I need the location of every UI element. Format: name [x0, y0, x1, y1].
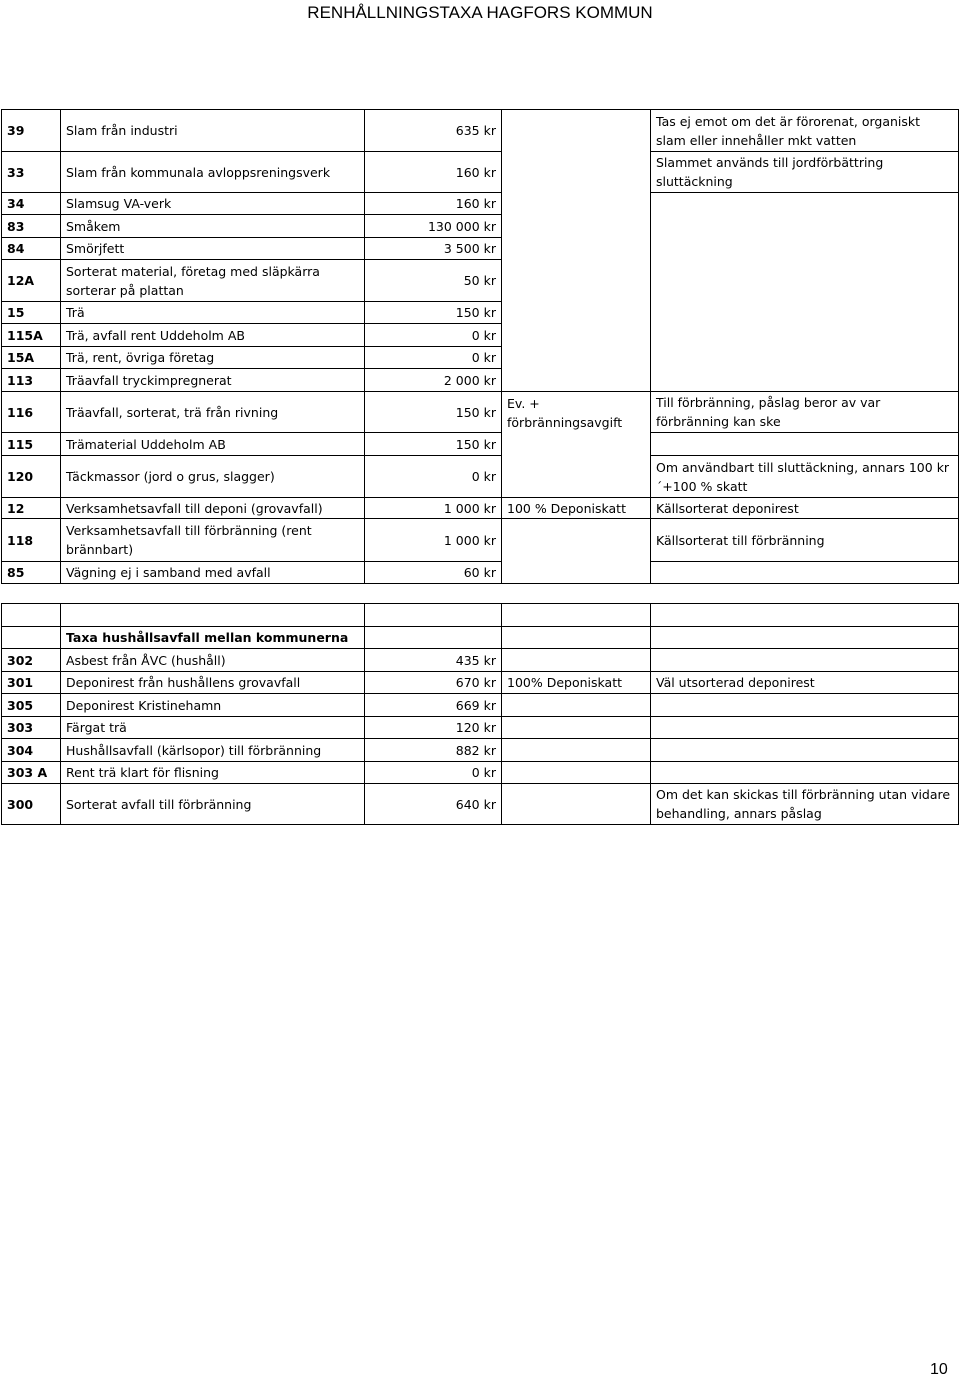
empty-cell	[502, 604, 651, 627]
row-description: Verksamhetsavfall till förbränning (rent brännbart)	[61, 519, 365, 562]
row-price: 670 kr	[365, 672, 502, 694]
row-code: 34	[2, 193, 61, 215]
row-fee	[502, 519, 651, 584]
row-note	[651, 433, 959, 456]
row-note: Om det kan skickas till förbränning utan vidare behandling, annars påslag	[651, 784, 959, 825]
row-description: Vägning ej i samband med avfall	[61, 562, 365, 584]
row-code: 113	[2, 369, 61, 392]
table-row	[2, 433, 959, 456]
row-price: 635 kr	[365, 110, 502, 152]
row-description: Slamsug VA-verk	[61, 193, 365, 215]
row-note	[651, 739, 959, 762]
row-price: 1 000 kr	[365, 498, 502, 519]
row-fee	[502, 694, 651, 717]
row-description: Verksamhetsavfall till deponi (grovavfall)	[61, 498, 365, 519]
row-price: 435 kr	[365, 649, 502, 672]
row-price: 160 kr	[365, 193, 502, 215]
row-fee	[502, 649, 651, 672]
row-description: Deponirest Kristinehamn	[61, 694, 365, 717]
row-price: 882 kr	[365, 739, 502, 762]
row-description: Trämaterial Uddeholm AB	[61, 433, 365, 456]
page-header: RENHÅLLNINGSTAXA HAGFORS KOMMUN	[307, 3, 653, 22]
row-price: 150 kr	[365, 302, 502, 324]
row-description: Hushållsavfall (kärlsopor) till förbränning	[61, 739, 365, 762]
row-price: 0 kr	[365, 762, 502, 784]
table-row	[2, 694, 959, 717]
row-description: Rent trä klart för flisning	[61, 762, 365, 784]
row-note: Källsorterat till förbränning	[651, 519, 959, 562]
row-description: Deponirest från hushållens grovavfall	[61, 672, 365, 694]
row-description: Sorterat material, företag med släpkärra sorterar på plattan	[61, 260, 365, 302]
row-code: 115A	[2, 324, 61, 347]
row-price: 0 kr	[365, 347, 502, 369]
row-description: Trä	[61, 302, 365, 324]
empty-cell	[365, 627, 502, 649]
table-row	[2, 110, 959, 152]
row-code: 15A	[2, 347, 61, 369]
row-note	[651, 562, 959, 584]
row-description: Asbest från ÅVC (hushåll)	[61, 649, 365, 672]
empty-cell	[502, 627, 651, 649]
row-code: 39	[2, 110, 61, 152]
row-fee	[502, 717, 651, 739]
table-row	[2, 519, 959, 562]
row-code: 301	[2, 672, 61, 694]
row-fee	[502, 739, 651, 762]
row-description: Småkem	[61, 215, 365, 238]
row-note	[651, 717, 959, 739]
row-price: 150 kr	[365, 433, 502, 456]
row-code: 303	[2, 717, 61, 739]
row-price: 1 000 kr	[365, 519, 502, 562]
empty-cell	[651, 627, 959, 649]
row-description: Träavfall tryckimpregnerat	[61, 369, 365, 392]
row-price: 60 kr	[365, 562, 502, 584]
row-price: 130 000 kr	[365, 215, 502, 238]
row-code: 116	[2, 392, 61, 433]
tariff-table-business	[1, 109, 959, 584]
row-code: 302	[2, 649, 61, 672]
section-heading: Taxa hushållsavfall mellan kommunerna	[61, 627, 365, 649]
row-note	[651, 762, 959, 784]
row-code: 304	[2, 739, 61, 762]
row-note	[651, 694, 959, 717]
row-code: 83	[2, 215, 61, 238]
table-row	[2, 784, 959, 825]
row-code: 12	[2, 498, 61, 519]
row-price: 50 kr	[365, 260, 502, 302]
row-code: 84	[2, 238, 61, 260]
row-price: 160 kr	[365, 152, 502, 193]
table-row	[2, 562, 959, 584]
row-note: Till förbränning, påslag beror av var förbränning kan ske	[651, 392, 959, 433]
row-code: 300	[2, 784, 61, 825]
row-description: Träavfall, sorterat, trä från rivning	[61, 392, 365, 433]
row-price: 0 kr	[365, 324, 502, 347]
row-description: Trä, rent, övriga företag	[61, 347, 365, 369]
row-code: 12A	[2, 260, 61, 302]
tariff-table-household	[1, 603, 959, 825]
row-code: 15	[2, 302, 61, 324]
empty-cell	[365, 604, 502, 627]
row-code: 115	[2, 433, 61, 456]
row-description: Slam från kommunala avloppsreningsverk	[61, 152, 365, 193]
table-row	[2, 193, 959, 215]
row-description: Smörjfett	[61, 238, 365, 260]
row-code: 120	[2, 456, 61, 498]
empty-cell	[2, 604, 61, 627]
table-row	[2, 717, 959, 739]
row-description: Täckmassor (jord o grus, slagger)	[61, 456, 365, 498]
table-row	[2, 672, 959, 694]
row-description: Trä, avfall rent Uddeholm AB	[61, 324, 365, 347]
row-price: 3 500 kr	[365, 238, 502, 260]
row-price: 640 kr	[365, 784, 502, 825]
table-row	[2, 392, 959, 433]
row-description: Slam från industri	[61, 110, 365, 152]
row-price: 669 kr	[365, 694, 502, 717]
row-note: Källsorterat deponirest	[651, 498, 959, 519]
row-price: 150 kr	[365, 392, 502, 433]
row-fee	[502, 784, 651, 825]
row-code: 85	[2, 562, 61, 584]
row-note: Tas ej emot om det är förorenat, organiskt slam eller innehåller mkt vatten	[651, 110, 959, 152]
row-fee: Ev. + förbränningsavgift	[502, 392, 651, 498]
page-number: 10	[930, 1361, 948, 1378]
table-row	[2, 627, 959, 649]
row-note: Slammet används till jordförbättring sluttäckning	[651, 152, 959, 193]
row-note: Väl utsorterad deponirest	[651, 672, 959, 694]
row-price: 0 kr	[365, 456, 502, 498]
table-row	[2, 649, 959, 672]
row-code: 118	[2, 519, 61, 562]
row-code: 33	[2, 152, 61, 193]
row-code: 305	[2, 694, 61, 717]
row-note	[651, 193, 959, 392]
row-price: 120 kr	[365, 717, 502, 739]
empty-cell	[61, 604, 365, 627]
row-description: Sorterat avfall till förbränning	[61, 784, 365, 825]
table-row	[2, 456, 959, 498]
row-code: 303 A	[2, 762, 61, 784]
table-row	[2, 152, 959, 193]
empty-cell	[651, 604, 959, 627]
row-fee	[502, 762, 651, 784]
row-fee: 100% Deponiskatt	[502, 672, 651, 694]
row-price: 2 000 kr	[365, 369, 502, 392]
table-row	[2, 498, 959, 519]
table-row	[2, 604, 959, 627]
row-note: Om användbart till sluttäckning, annars 100 kr ´+100 % skatt	[651, 456, 959, 498]
empty-cell	[2, 627, 61, 649]
row-fee	[502, 110, 651, 392]
table-row	[2, 762, 959, 784]
table-row	[2, 739, 959, 762]
row-description: Färgat trä	[61, 717, 365, 739]
row-note	[651, 649, 959, 672]
row-fee: 100 % Deponiskatt	[502, 498, 651, 519]
